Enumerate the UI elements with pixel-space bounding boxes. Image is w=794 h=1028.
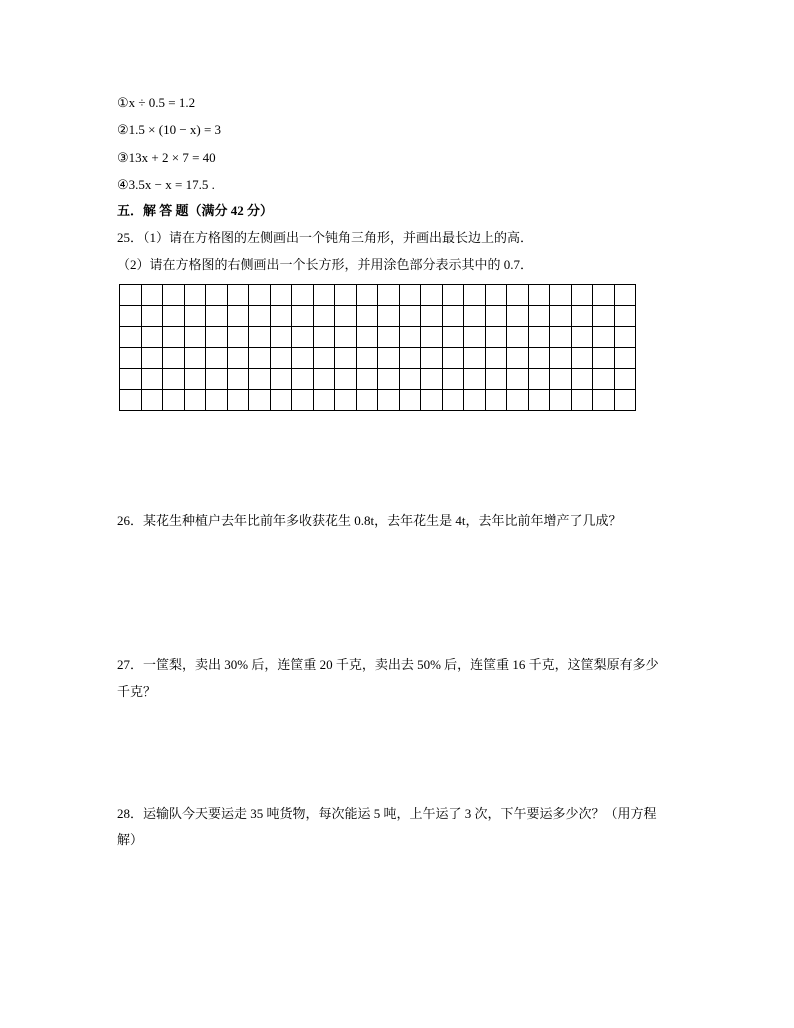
grid-cell bbox=[271, 327, 293, 348]
grid-cell bbox=[163, 327, 185, 348]
equation-3 bbox=[117, 150, 216, 166]
grid-cell bbox=[421, 390, 443, 411]
equation-2-marker: ② bbox=[117, 122, 129, 137]
grid-cell bbox=[185, 390, 207, 411]
grid-cell bbox=[314, 348, 336, 369]
grid-cell bbox=[529, 285, 551, 306]
grid-cell bbox=[486, 285, 508, 306]
grid-cell bbox=[400, 285, 422, 306]
grid-cell bbox=[421, 306, 443, 327]
grid-cell bbox=[421, 327, 443, 348]
grid-cell bbox=[486, 327, 508, 348]
grid-cell bbox=[142, 348, 164, 369]
grid-cell bbox=[335, 306, 357, 327]
grid-cell bbox=[529, 369, 551, 390]
grid-cell bbox=[249, 390, 271, 411]
grid-cell bbox=[206, 390, 228, 411]
grid-cell bbox=[400, 390, 422, 411]
grid-cell bbox=[120, 306, 142, 327]
grid-cell bbox=[443, 327, 465, 348]
grid-cell bbox=[593, 369, 615, 390]
grid-cell bbox=[507, 327, 529, 348]
grid-cell bbox=[335, 390, 357, 411]
grid-cell bbox=[464, 369, 486, 390]
equation-3-text: 13x + 2 × 7 = 40 bbox=[128, 150, 216, 165]
grid-cell bbox=[335, 327, 357, 348]
grid-cell bbox=[421, 348, 443, 369]
equation-1-marker: ① bbox=[117, 95, 129, 110]
grid-cell bbox=[228, 348, 250, 369]
grid-cell bbox=[464, 327, 486, 348]
grid-cell bbox=[271, 390, 293, 411]
grid-cell bbox=[464, 390, 486, 411]
question-28-line-1: 28．运输队今天要运走 35 吨货物，每次能运 5 吨，上午运了 3 次，下午要运多少次？（用方程 bbox=[117, 806, 657, 821]
grid-cell bbox=[271, 285, 293, 306]
grid-cell bbox=[120, 369, 142, 390]
grid-cell bbox=[292, 285, 314, 306]
grid-cell bbox=[443, 285, 465, 306]
question-28-line-2: 解） bbox=[117, 832, 144, 847]
grid-cell bbox=[550, 285, 572, 306]
grid-cell bbox=[550, 369, 572, 390]
grid-cell bbox=[314, 285, 336, 306]
grid-cell bbox=[507, 348, 529, 369]
grid-cell bbox=[378, 390, 400, 411]
grid-cell bbox=[615, 327, 637, 348]
section-heading: 五．解 答 题（满分 42 分） bbox=[117, 203, 274, 218]
grid-cell bbox=[486, 306, 508, 327]
grid-cell bbox=[185, 327, 207, 348]
grid-cell bbox=[206, 327, 228, 348]
grid-cell bbox=[228, 369, 250, 390]
grid-cell bbox=[249, 285, 271, 306]
grid-cell bbox=[206, 348, 228, 369]
grid-cell bbox=[249, 306, 271, 327]
grid-cell bbox=[228, 306, 250, 327]
grid-cell bbox=[292, 369, 314, 390]
grid-cell bbox=[507, 369, 529, 390]
equation-4-marker: ④ bbox=[117, 177, 129, 192]
question-25-part-2: （2）请在方格图的右侧画出一个长方形，并用涂色部分表示其中的 0.7． bbox=[117, 257, 534, 272]
grid-cell bbox=[163, 348, 185, 369]
grid-cell bbox=[400, 327, 422, 348]
grid-cell bbox=[464, 306, 486, 327]
grid-cell bbox=[550, 348, 572, 369]
square-grid bbox=[119, 284, 636, 411]
grid-cell bbox=[486, 390, 508, 411]
grid-cell bbox=[228, 390, 250, 411]
grid-cell bbox=[314, 306, 336, 327]
equation-4 bbox=[117, 177, 215, 193]
grid-cell bbox=[572, 327, 594, 348]
grid-cell bbox=[142, 390, 164, 411]
grid-cell bbox=[271, 306, 293, 327]
question-25-part-1: 25．（1）请在方格图的左侧画出一个钝角三角形，并画出最长边上的高． bbox=[117, 230, 534, 245]
grid-cell bbox=[486, 348, 508, 369]
equation-4-text: 3.5x − x = 17.5 . bbox=[128, 177, 215, 192]
grid-cell bbox=[163, 285, 185, 306]
grid-cell bbox=[550, 306, 572, 327]
grid-cell bbox=[378, 348, 400, 369]
grid-cell bbox=[593, 390, 615, 411]
grid-cell bbox=[593, 306, 615, 327]
grid-cell bbox=[486, 369, 508, 390]
grid-cell bbox=[163, 306, 185, 327]
grid-cell bbox=[335, 348, 357, 369]
grid-cell bbox=[357, 327, 379, 348]
grid-cell bbox=[615, 285, 637, 306]
grid-cell bbox=[249, 369, 271, 390]
grid-cell bbox=[550, 390, 572, 411]
grid-cell bbox=[615, 306, 637, 327]
grid-cell bbox=[185, 306, 207, 327]
grid-cell bbox=[163, 369, 185, 390]
equation-1-text: x ÷ 0.5 = 1.2 bbox=[128, 95, 196, 110]
grid-cell bbox=[378, 306, 400, 327]
grid-cell bbox=[615, 348, 637, 369]
grid-cell bbox=[249, 327, 271, 348]
grid-cell bbox=[357, 369, 379, 390]
grid-cell bbox=[292, 306, 314, 327]
grid-cell bbox=[185, 369, 207, 390]
grid-cell bbox=[400, 306, 422, 327]
grid-cell bbox=[357, 348, 379, 369]
grid-cell bbox=[507, 285, 529, 306]
grid-cell bbox=[120, 348, 142, 369]
grid-cell bbox=[120, 390, 142, 411]
grid-cell bbox=[507, 306, 529, 327]
grid-cell bbox=[443, 306, 465, 327]
grid-cell bbox=[185, 348, 207, 369]
grid-cell bbox=[615, 390, 637, 411]
grid-cell bbox=[572, 285, 594, 306]
grid-cell bbox=[335, 285, 357, 306]
grid-cell bbox=[507, 390, 529, 411]
grid-cell bbox=[550, 327, 572, 348]
grid-cell bbox=[464, 285, 486, 306]
grid-cell bbox=[400, 369, 422, 390]
question-26: 26．某花生种植户去年比前年多收获花生 0.8t，去年花生是 4t，去年比前年增产了几成？ bbox=[117, 513, 622, 528]
grid-cell bbox=[142, 327, 164, 348]
grid-cell bbox=[529, 390, 551, 411]
grid-cell bbox=[206, 369, 228, 390]
grid-cell bbox=[206, 285, 228, 306]
grid-cell bbox=[142, 285, 164, 306]
grid-cell bbox=[357, 285, 379, 306]
grid-cell bbox=[443, 390, 465, 411]
grid-cell bbox=[529, 306, 551, 327]
grid-cell bbox=[572, 390, 594, 411]
grid-cell bbox=[378, 285, 400, 306]
grid-cell bbox=[421, 285, 443, 306]
grid-cell bbox=[292, 390, 314, 411]
grid-cell bbox=[529, 327, 551, 348]
grid-cell bbox=[249, 348, 271, 369]
grid-cell bbox=[292, 327, 314, 348]
grid-cell bbox=[163, 390, 185, 411]
grid-cell bbox=[142, 369, 164, 390]
grid-cell bbox=[142, 306, 164, 327]
grid-cell bbox=[572, 369, 594, 390]
grid-cell bbox=[314, 369, 336, 390]
question-27-line-1: 27．一筐梨，卖出 30% 后，连筐重 20 千克，卖出去 50% 后，连筐重 16 千克，这筐梨原有多少 bbox=[117, 657, 659, 672]
grid-cell bbox=[572, 348, 594, 369]
grid-cell bbox=[400, 348, 422, 369]
grid-cell bbox=[357, 306, 379, 327]
equation-2 bbox=[117, 122, 221, 138]
grid-cell bbox=[314, 390, 336, 411]
grid-cell bbox=[378, 327, 400, 348]
grid-cell bbox=[206, 306, 228, 327]
grid-cell bbox=[271, 369, 293, 390]
grid-cell bbox=[378, 369, 400, 390]
grid-cell bbox=[228, 327, 250, 348]
grid-cell bbox=[185, 285, 207, 306]
equation-1 bbox=[117, 95, 195, 111]
equation-3-marker: ③ bbox=[117, 150, 129, 165]
grid-cell bbox=[464, 348, 486, 369]
equation-2-text: 1.5 × (10 − x) = 3 bbox=[128, 122, 222, 137]
grid-cell bbox=[357, 390, 379, 411]
grid-cell bbox=[421, 369, 443, 390]
question-27-line-2: 千克？ bbox=[117, 684, 157, 699]
grid-cell bbox=[120, 285, 142, 306]
grid-cell bbox=[593, 285, 615, 306]
grid-cell bbox=[529, 348, 551, 369]
grid-cell bbox=[593, 327, 615, 348]
grid-cell bbox=[314, 327, 336, 348]
grid-cell bbox=[335, 369, 357, 390]
grid-cell bbox=[228, 285, 250, 306]
grid-cell bbox=[615, 369, 637, 390]
grid-cell bbox=[120, 327, 142, 348]
grid-cell bbox=[593, 348, 615, 369]
grid-cell bbox=[443, 369, 465, 390]
grid-cell bbox=[572, 306, 594, 327]
grid-cell bbox=[292, 348, 314, 369]
grid-cell bbox=[271, 348, 293, 369]
grid-cell bbox=[443, 348, 465, 369]
